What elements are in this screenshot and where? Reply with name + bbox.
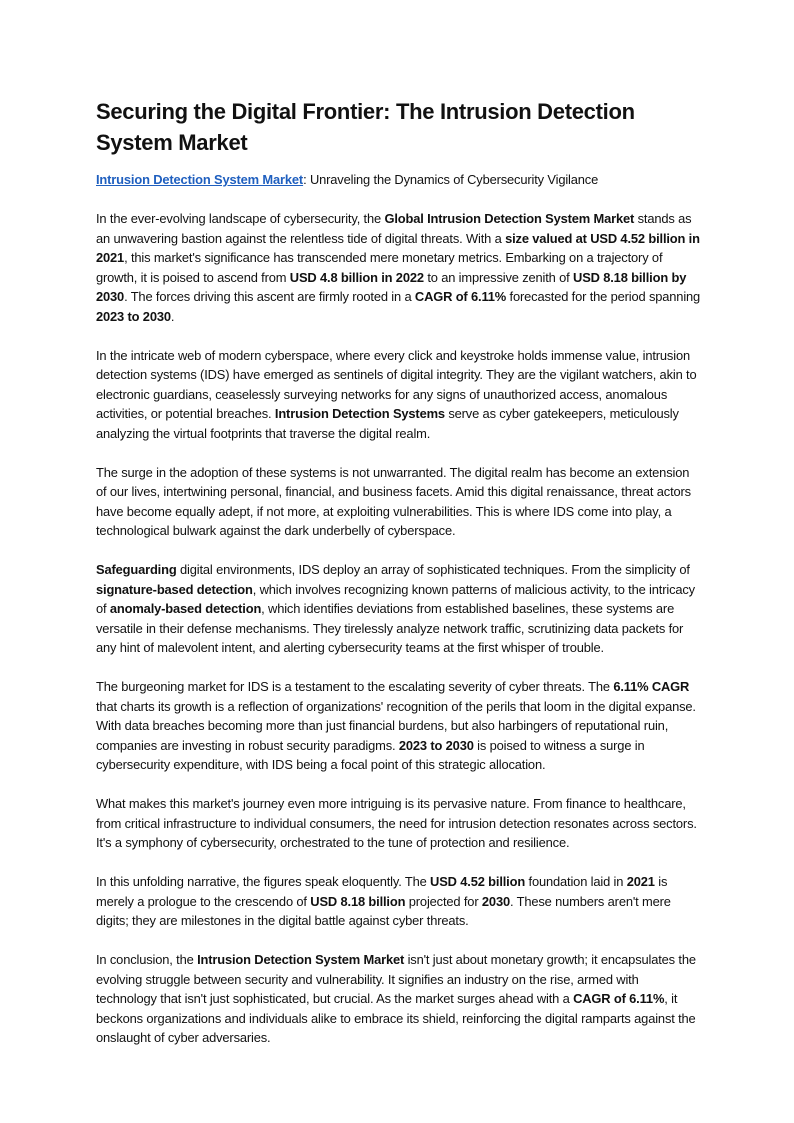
text: . The forces driving this ascent are firmly rooted in a xyxy=(124,289,415,304)
bold-text: USD 8.18 billion by 2030 xyxy=(96,269,687,304)
bold-text: 2023 to 2030 xyxy=(96,308,171,324)
text: In the ever-evolving landscape of cybersecurity, the xyxy=(96,211,385,226)
paragraph xyxy=(96,346,702,444)
text: is poised to witness a surge in cybersecurity expenditure, with IDS being a focal point of this strategic allocation. xyxy=(96,737,645,772)
bold-text: CAGR of 6.11% xyxy=(573,991,665,1006)
bold-text: CAGR of 6.11% xyxy=(414,289,507,304)
bold-text: signature-based detection xyxy=(96,581,253,597)
text: , this market's significance has transcended mere monetary metrics. Embarking on a trajectory of growth, it is poised to ascend from xyxy=(96,250,663,285)
text: stands as an unwavering bastion against the relentless tide of digital threats. With a xyxy=(96,211,692,246)
text: In the intricate web of modern cyberspace, where every click and keystroke holds immense value, intrusion detection systems (IDS) have emerged as sentinels of digital integrity. They are the vigilant watchers, akin to electronic guardians, ceaselessly surveying networks for any signs of unauthorized access, anomalous activities, or potential breaches. xyxy=(96,347,697,421)
text: The surge in the adoption of these systems is not unwarranted. The digital realm has become an extension of our lives, intertwining personal, financial, and business facets. Amid this digital renaissance, threat actors have become equally adept, if not more, at exploiting vulnerabilities. This is where IDS come into play, a technological bulwark against the dark underbelly of cyberspace. xyxy=(96,464,691,538)
paragraph xyxy=(96,463,702,541)
bold-text: anomaly-based detection xyxy=(109,601,262,616)
bold-text: size valued at USD 4.52 billion in 2021 xyxy=(96,230,700,265)
paragraph xyxy=(96,794,702,853)
text: , which involves recognizing known patterns of malicious activity, to the intricacy of xyxy=(96,581,695,616)
text: , it beckons organizations and individuals alike to embrace its shield, reinforcing the digital ramparts against the onslaught of cyber adversaries. xyxy=(96,991,696,1045)
bold-text: 2021 xyxy=(626,874,655,889)
page-title: Securing the Digital Frontier: The Intrusion Detection System Market xyxy=(96,99,635,155)
bold-text: 2030 xyxy=(481,893,510,909)
subtitle-text: : Unraveling the Dynamics of Cybersecurity Vigilance xyxy=(303,172,599,187)
text: foundation laid in xyxy=(525,874,627,889)
paragraph xyxy=(96,677,702,775)
market-link[interactable]: Intrusion Detection System Market xyxy=(96,172,304,187)
subtitle xyxy=(96,170,702,190)
article-body xyxy=(96,209,702,1048)
text: In this unfolding narrative, the figures speak eloquently. The xyxy=(96,874,431,889)
bold-text: USD 4.8 billion in 2022 xyxy=(289,269,424,285)
text: serve as cyber gatekeepers, meticulously analyzing the virtual footprints that traverse the digital realm. xyxy=(96,406,679,441)
document-page xyxy=(96,96,702,1067)
text: , which identifies deviations from established baselines, these systems are versatile in their defense mechanisms. They tirelessly analyze network traffic, scrutinizing data packets for any hint of malevolent intent, and alerting cybersecurity teams at the first whisper of trouble. xyxy=(96,601,684,655)
text: that charts its growth is a reflection of organizations' recognition of the perils that loom in the digital expanse. With data breaches becoming more than just financial burdens, but also harbingers of reputational ruin, companies are investing in robust security paradigms. xyxy=(96,698,696,753)
text: forecasted for the period spanning xyxy=(506,289,701,304)
text: What makes this market's journey even more intriguing is its pervasive nature. From finance to healthcare, from critical infrastructure to individual consumers, the need for intrusion detection resonates across sectors. It's a symphony of cybersecurity, orchestrated to the tune of protection and resilience. xyxy=(96,796,697,850)
text: digital environments, IDS deploy an array of sophisticated techniques. From the simplicity of xyxy=(176,562,690,577)
text: projected for xyxy=(405,893,482,909)
paragraph xyxy=(96,560,702,658)
bold-text: USD 4.52 billion xyxy=(430,874,526,889)
text: isn't just about monetary growth; it encapsulates the evolving struggle between security and vulnerability. It signifies an industry on the rise, armed with technology that isn't just sophisticated, but crucial. As the market surges ahead with a xyxy=(96,952,696,1006)
text: The burgeoning market for IDS is a testament to the escalating severity of cyber threats. The xyxy=(96,679,614,694)
bold-text: 6.11% CAGR xyxy=(613,679,690,694)
bold-text: Global Intrusion Detection System Market xyxy=(384,211,635,226)
paragraph xyxy=(96,209,702,326)
bold-text: 2023 to 2030 xyxy=(398,737,474,753)
bold-text: Safeguarding xyxy=(96,562,177,577)
bold-text: Intrusion Detection System Market xyxy=(197,952,405,967)
text: In conclusion, the xyxy=(96,952,198,967)
bold-text: Intrusion Detection Systems xyxy=(274,406,445,421)
paragraph xyxy=(96,872,702,931)
text: . These numbers aren't mere digits; they are milestones in the digital battle against cyber threats. xyxy=(96,893,671,928)
paragraph xyxy=(96,950,702,1048)
text: is merely a prologue to the crescendo of xyxy=(96,874,668,909)
bold-text: USD 8.18 billion xyxy=(310,893,406,909)
text: to an impressive zenith of xyxy=(423,269,574,285)
text: . xyxy=(170,308,175,324)
